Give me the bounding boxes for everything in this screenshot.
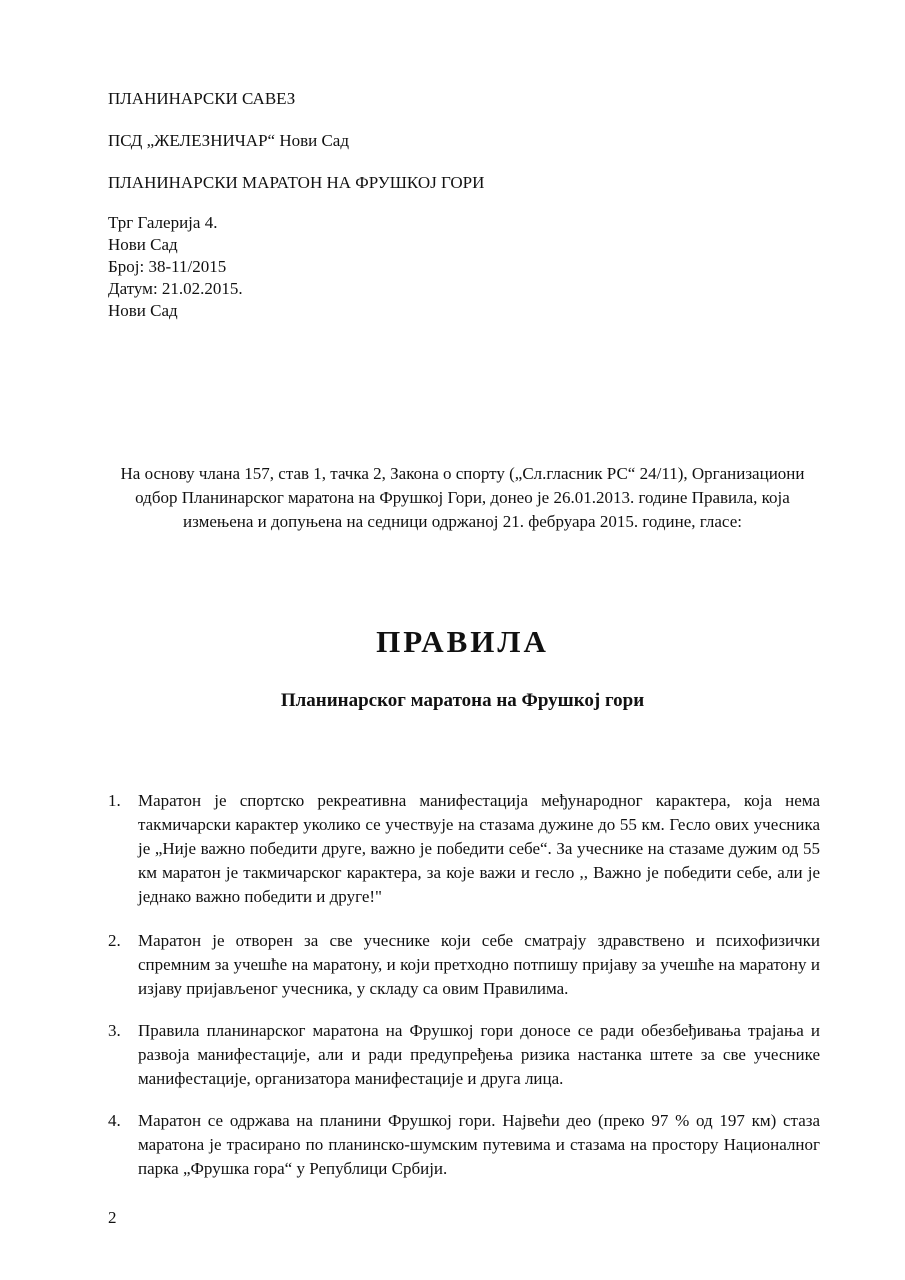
list-item-number: 2. xyxy=(108,931,121,950)
document-number: Број: 38-11/2015 xyxy=(108,257,227,276)
list-item-text: Маратон је спортско рекреативна манифестација међународног карактера, која нема такмичарски карактер уколико се учествује на стазама дужине до 55 км. Гесло ових учесника је „Није важно победити друге, важно је победити себе“. За учеснике на стазаме дужим од 55 км маратон је такмичарског карактера, за које важи и гесло ,, Важно је победити себе, али је једнако важно победити и друге!" xyxy=(138,791,820,906)
event-name: ПЛАНИНАРСКИ МАРАТОН НА ФРУШКОЈ ГОРИ xyxy=(108,173,485,192)
address-city-2: Нови Сад xyxy=(108,301,178,320)
list-item-number: 3. xyxy=(108,1021,121,1040)
address-street: Трг Галерија 4. xyxy=(108,213,218,232)
list-item-text: Правила планинарског маратона на Фрушкој гори доносе се ради обезбеђивања трајања и развоја манифестације, али и ради предупређења ризика настанка штете за све учеснике манифестације, организатора манифестације и друга лица. xyxy=(138,1021,820,1088)
list-item xyxy=(108,929,820,1001)
document-date: Датум: 21.02.2015. xyxy=(108,279,243,298)
page-number: 2 xyxy=(108,1208,117,1227)
list-item-number: 1. xyxy=(108,791,121,810)
list-item xyxy=(108,789,820,909)
list-item-text: Маратон се одржава на планини Фрушкој гори. Највећи део (преко 97 % од 197 км) стаза маратона је трасирано по планинско-шумским путевима и стазама на простору Националног парка „Фрушка гора“ у Републици Србији. xyxy=(138,1111,820,1178)
list-item xyxy=(108,1109,820,1181)
document-subtitle: Планинарског маратона на Фрушкој гори xyxy=(280,690,645,711)
address-block xyxy=(108,212,243,322)
document-title: ПРАВИЛА xyxy=(376,624,549,659)
list-item-text: Маратон је отворен за све учеснике који себе сматрају здравствено и психофизички спремним за учешће на маратону, и који претходно потпишу пријаву за учешће на маратону и изјаву пријављеног учесника, у складу са овим Правилима. xyxy=(138,931,820,998)
organization-name: ПЛАНИНАРСКИ САВЕЗ xyxy=(108,89,296,108)
preamble-paragraph: На основу члана 157, став 1, тачка 2, Закона о спорту („Сл.гласник РС“ 24/11), Организациони одбор Планинарског маратона на Фрушкој Гори, донео је 26.01.2013. године Правила, која измењена и допуњена на седници одржаној 21. фебруара 2015. године, гласе: xyxy=(120,464,805,531)
list-item xyxy=(108,1019,820,1091)
address-city: Нови Сад xyxy=(108,235,178,254)
club-name: ПСД „ЖЕЛЕЗНИЧАР“ Нови Сад xyxy=(108,131,350,150)
list-item-number: 4. xyxy=(108,1111,121,1130)
